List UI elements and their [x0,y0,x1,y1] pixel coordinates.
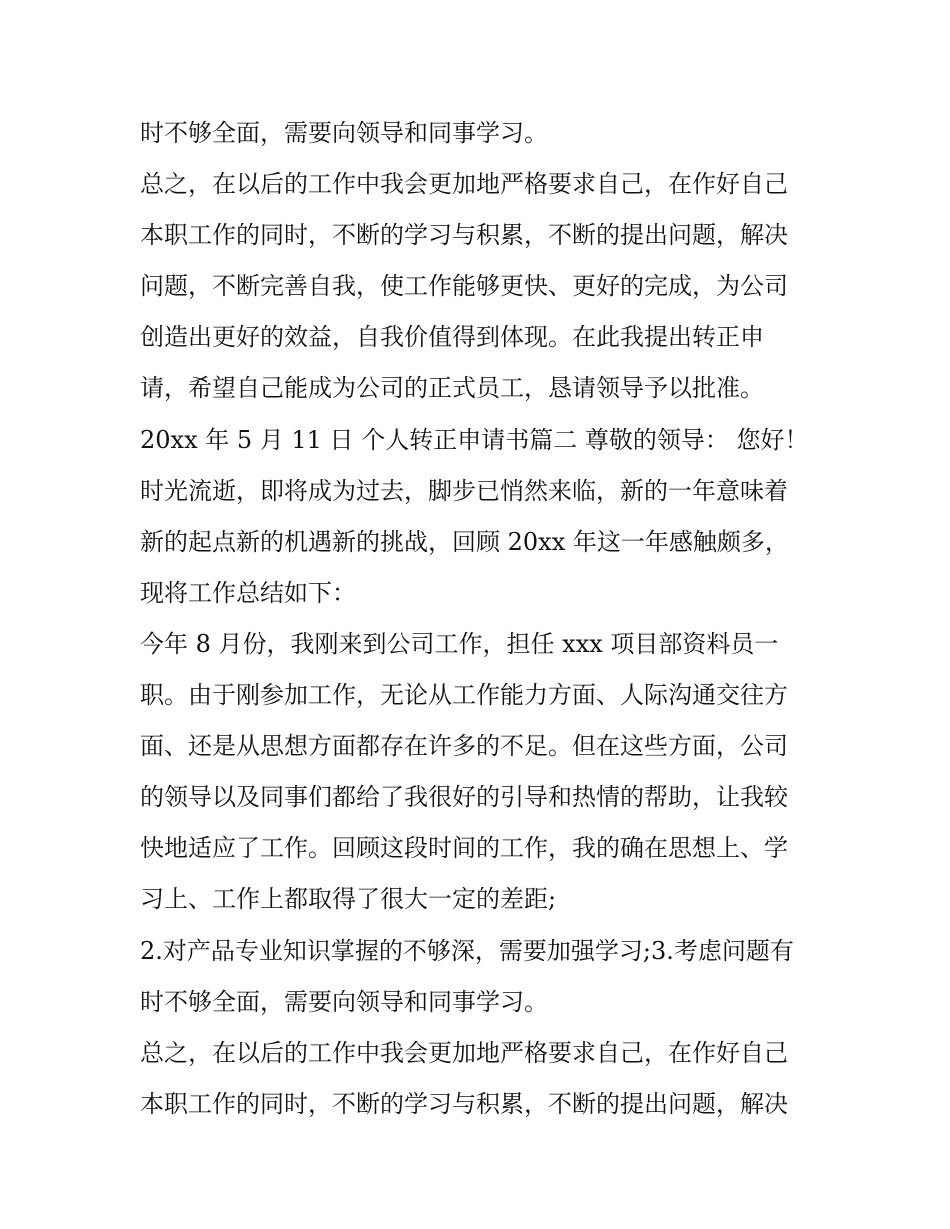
text-line: 总之，在以后的工作中我会更加地严格要求自己，在作好自己 [140,170,788,199]
text-line: 的领导以及同事们都给了我很好的引导和热情的帮助，让我较 [140,783,788,812]
text-line: 现将工作总结如下： [140,578,356,607]
text-line: 本职工作的同时，不断的学习与积累，不断的提出问题，解决 [140,221,788,250]
text-line: 本职工作的同时，不断的学习与积累，不断的提出问题，解决 [140,1089,788,1118]
text-line: 时不够全面，需要向领导和同事学习。 [140,119,548,147]
text-line: 创造出更好的效益，自我价值得到体现。在此我提出转正申 [140,323,764,352]
text-line: 2.对产品专业知识掌握的不够深，需要加强学习;3.考虑问题有 [140,936,794,965]
document-body [140,108,820,1130]
text-line: 今年 8 月份，我刚来到公司工作，担任 xxx 项目部资料员一 [140,629,779,658]
text-line: 新的起点新的机遇新的挑战，回顾 20xx 年这一年感触颇多， [140,527,789,556]
text-line: 快地适应了工作。回顾这段时间的工作，我的确在思想上、学 [140,834,788,863]
text-line: 职。由于刚参加工作，无论从工作能力方面、人际沟通交往方 [140,681,788,710]
text-line: 问题，不断完善自我，使工作能够更快、更好的完成，为公司 [140,272,788,301]
text-line: 面、还是从思想方面都存在许多的不足。但在这些方面，公司 [140,732,788,761]
text-line: 20xx 年 5 月 11 日 个人转正申请书篇二 尊敬的领导： 您好！ [140,425,809,454]
text-line: 总之，在以后的工作中我会更加地严格要求自己，在作好自己 [140,1038,788,1067]
text-line: 请，希望自己能成为公司的正式员工，恳请领导予以批准。 [140,374,764,403]
text-line: 时不够全面，需要向领导和同事学习。 [140,987,548,1016]
text-line: 时光流逝，即将成为过去，脚步已悄然来临，新的一年意味着 [140,476,788,505]
text-line: 习上、工作上都取得了很大一定的差距; [140,885,557,914]
